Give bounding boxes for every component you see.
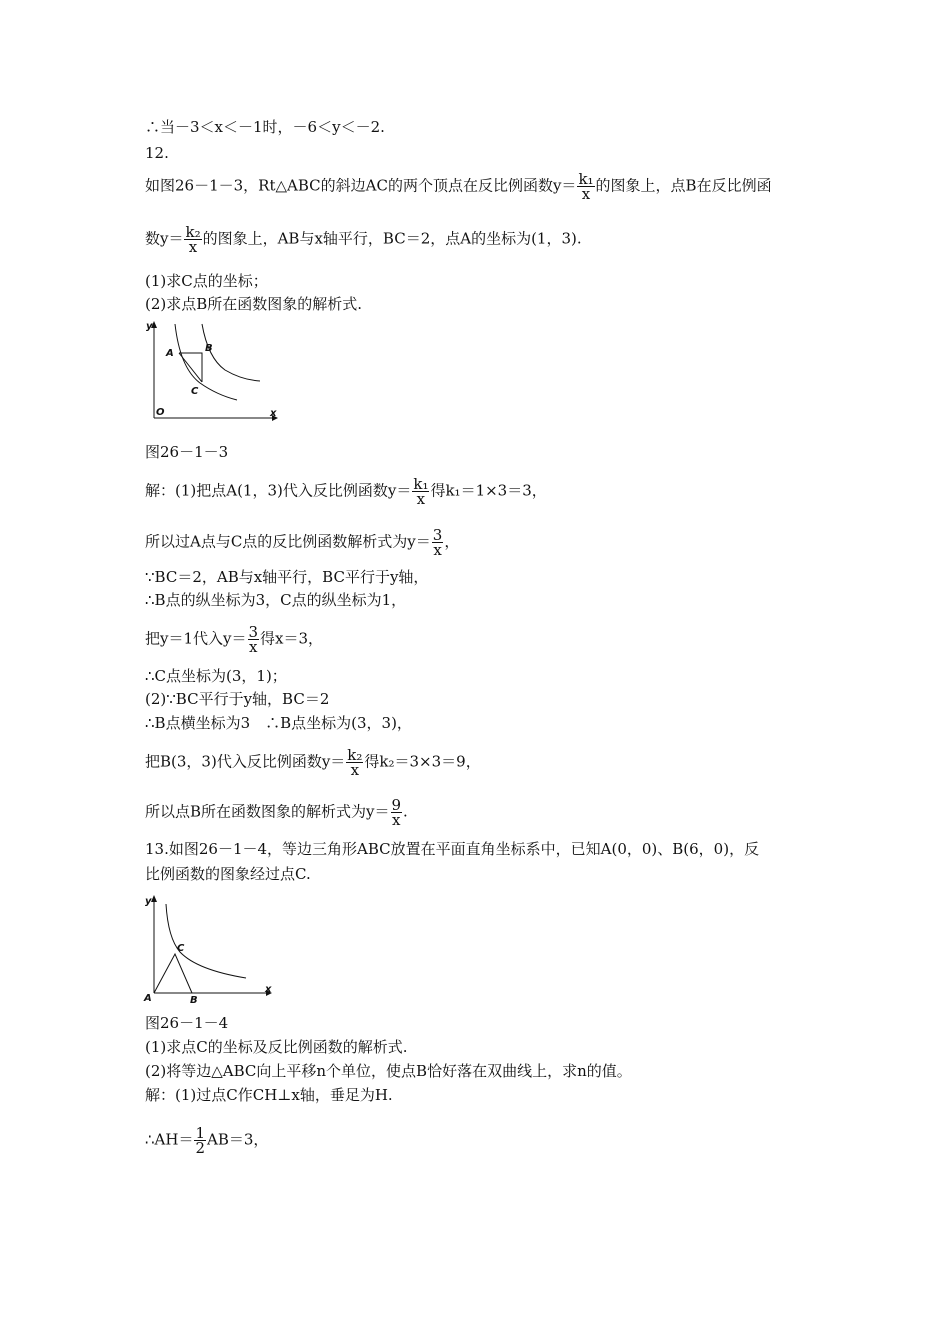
fraction: $\frac{\text{k₂}}{x}$ — [347, 746, 363, 779]
fraction: $\frac{\text{k₁}}{x}$ — [413, 475, 429, 508]
text-line: 把B(3，3)代入反比例函数y＝ $\frac{\text{k₂}}{x}$ 得k₂＝3×3＝9， — [145, 746, 481, 779]
y-axis-arrow — [151, 895, 157, 902]
problem-13-line-1: 13.如图26－1－4，等边三角形ABC放置在平面直角坐标系中，已知A(0，0)、B(6，0)，反 — [145, 840, 760, 858]
label-c: C — [191, 386, 199, 397]
figure-26-1-3 — [142, 318, 282, 423]
problem-13-line-2: 比例函数的图象经过点C. — [145, 865, 311, 883]
text-line: ∴当－3＜x＜－1时，－6＜y＜－2. — [145, 118, 385, 136]
text-line: (1)求C点的坐标； — [145, 272, 268, 290]
fraction: $\frac{\text{k₁}}{x}$ — [578, 170, 594, 203]
label-o: O — [156, 407, 165, 418]
text-line: 解：(1)把点A(1，3)代入反比例函数y＝ $\frac{\text{k₁}}{x}$ 得k₁＝1×3＝3， — [145, 475, 547, 508]
fraction: $\frac{\text{k₂}}{x}$ — [185, 223, 201, 256]
text-line: (2)∵BC平行于y轴，BC＝2 — [145, 690, 330, 708]
text-line: ∴B点横坐标为3 ∴B点坐标为(3，3)， — [145, 714, 412, 732]
text-line: (2)将等边△ABC向上平移n个单位，使点B恰好落在双曲线上，求n的值。 — [145, 1062, 632, 1080]
text-line: ∴B点的纵坐标为3，C点的纵坐标为1， — [145, 591, 407, 609]
fraction: $\frac{3}{x}$ — [432, 526, 443, 559]
problem-number: 12. — [145, 144, 169, 162]
text-line: 如图26－1－3，Rt△ABC的斜边AC的两个顶点在反比例函数y＝ $\frac{\text{k₁}}{x}$ 的图象上，点B在反比例函 — [145, 170, 772, 203]
text-line: 数y＝ $\frac{\text{k₂}}{x}$ 的图象上，AB与x轴平行，BC＝2，点A的坐标为(1，3). — [145, 223, 582, 256]
figure-caption: 图26－1－4 — [145, 1014, 229, 1032]
label-y: y — [145, 896, 152, 907]
triangle-abc — [154, 954, 192, 993]
label-b: B — [205, 343, 213, 354]
text-line: (2)求点B所在函数图象的解析式. — [145, 295, 363, 313]
label-x: x — [270, 408, 277, 419]
label-x: x — [265, 984, 272, 995]
label-a: A — [144, 993, 152, 1004]
text-line: 所以过A点与C点的反比例函数解析式为y＝ $\frac{3}{x}$ ， — [145, 526, 460, 559]
fraction: $\frac{1}{2}$ — [195, 1124, 206, 1157]
text-line: ∴AH＝ $\frac{1}{2}$ AB＝3， — [145, 1124, 269, 1157]
label-a: A — [166, 348, 174, 359]
hyperbola — [166, 904, 246, 978]
figure-caption: 图26－1－3 — [145, 443, 229, 461]
fraction: $\frac{3}{x}$ — [248, 623, 259, 656]
text-line: ∵BC＝2，AB与x轴平行，BC平行于y轴， — [145, 568, 429, 586]
label-y: y — [146, 321, 153, 332]
text-line: ∴C点坐标为(3，1)； — [145, 667, 287, 685]
text-line: (1)求点C的坐标及反比例函数的解析式. — [145, 1038, 408, 1056]
text-line: 所以点B所在函数图象的解析式为y＝ $\frac{9}{x}$ . — [145, 796, 408, 829]
figure-26-1-4 — [142, 890, 282, 1005]
text-line: 解：(1)过点C作CH⊥x轴，垂足为H. — [145, 1086, 393, 1104]
label-c: C — [177, 943, 185, 954]
segment-ac — [179, 353, 202, 382]
label-b: B — [190, 995, 198, 1005]
curve-k1 — [175, 324, 237, 400]
text-line: 把y＝1代入y＝ $\frac{3}{x}$ 得x＝3， — [145, 623, 324, 656]
fraction: $\frac{9}{x}$ — [391, 796, 402, 829]
